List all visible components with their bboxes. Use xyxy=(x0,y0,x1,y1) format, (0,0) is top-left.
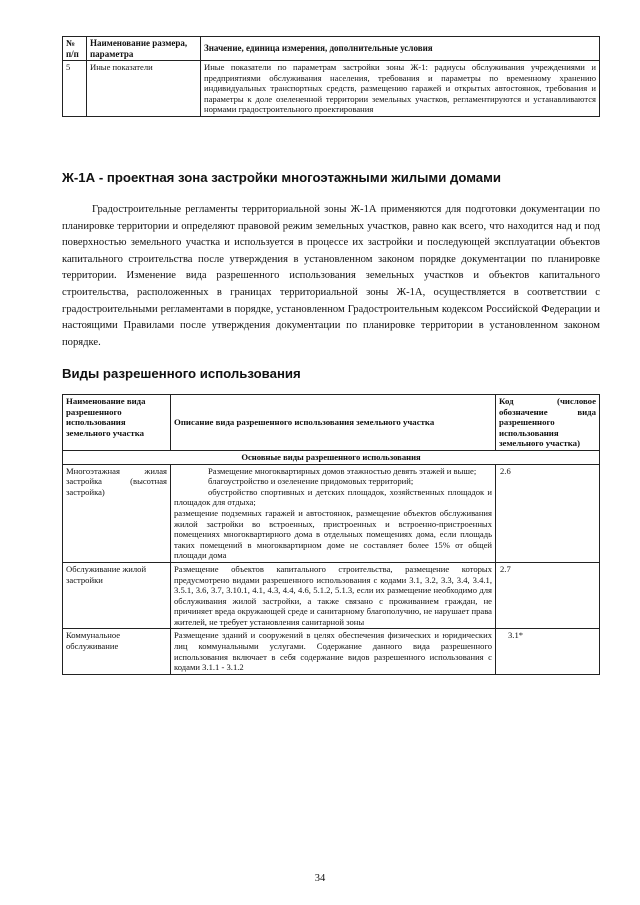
header-param-name: Наименование размера, параметра xyxy=(87,37,201,61)
zone-paragraph: Градостроительные регламенты территориальной зоны Ж-1А применяются для подготовки документации по планировке территории и определяют правовой режим земельных участков, равно как всего, что находится над и под поверхностью земельного участка и используется в процессе их застройки и последующей эксплуатации объектов капитального строительства после утверждения в установленном законом порядке документации по планировке территории. Изменение вида разрешенного использования земельных участков и объектов капитального строительства, расположенных в границах территориальной зоны Ж-1А, осуществляется в соответствии с градостроительными регламентами в порядке, установленном Градостроительным кодексом Российской Федерации и настоящими Правилами после утверждения документации по планировке территории в установленном законом порядке. xyxy=(62,204,600,348)
row-num: 5 xyxy=(63,61,87,117)
header-use-desc: Описание вида разрешенного использования земельного участка xyxy=(171,395,496,451)
uses-table xyxy=(62,394,600,675)
use-code: 2.6 xyxy=(496,464,600,562)
page-number: 34 xyxy=(314,873,326,884)
zone-heading: Ж-1А - проектная зона застройки многоэтажными жилыми домами xyxy=(62,170,501,185)
uses-table-header xyxy=(63,395,600,451)
header-use-code: Код (числовое обозначение вида разрешенного использования земельного участка) xyxy=(496,395,600,451)
desc-line: Размещение многоквартирных домов этажностью девять этажей и выше; xyxy=(208,465,477,476)
row-param-name: Иные показатели xyxy=(87,61,201,117)
header-value: Значение, единица измерения, дополнительные условия xyxy=(201,37,600,61)
desc-line: благоустройство и озеленение придомовых территорий; xyxy=(208,476,414,487)
category-label: Основные виды разрешенного использования xyxy=(63,450,600,464)
parameters-table xyxy=(62,36,600,117)
parameters-table-header xyxy=(63,37,600,61)
use-name: Многоэтажная жилая застройка (высотная застройка) xyxy=(63,464,171,562)
use-name: Коммунальное обслуживание xyxy=(63,629,171,674)
desc-line: обустройство спортивных и детских площадок, хозяйственных площадок и площадок для отдыха; xyxy=(174,486,492,508)
use-desc xyxy=(171,464,496,562)
category-row xyxy=(63,450,600,464)
use-code: 3.1* xyxy=(496,629,600,674)
desc-line: размещение подземных гаражей и автостоянок, размещение объектов обслуживания жилой застройки во встроенных, пристроенных и встроенно-пристроенных помещениях многоквартирного дома в отдельных помещениях дома, если площадь таких помещений в многоквартирном доме не составляет более 15% от общей площади дома xyxy=(174,507,492,561)
uses-heading: Виды разрешенного использования xyxy=(62,366,301,381)
use-desc: Размещение объектов капитального строительства, размещение которых предусмотрено видами разрешенного использования с кодами 3.1, 3.2, 3.3, 3.4, 3.4.1, 3.5.1, 3.6, 3.7, 3.10.1, 4.1, 4.3, 4.4, 4.6, 5.1.2, 5.1.3, если их размещение необходимо для обслуживания жилой застройки, а также связано с проживанием граждан, не причиняет вреда окружающей среде и санитарному благополучию, не нарушает права жителей, не требует установления санитарной зоны xyxy=(171,562,496,629)
table-row xyxy=(63,464,600,562)
table-row xyxy=(63,629,600,674)
table-row xyxy=(63,562,600,629)
header-num: № п/п xyxy=(63,37,87,61)
use-name: Обслуживание жилой застройки xyxy=(63,562,171,629)
header-use-name: Наименование вида разрешенного использования земельного участка xyxy=(63,395,171,451)
use-desc: Размещение зданий и сооружений в целях обеспечения физических и юридических лиц коммунальными услугами. Содержание данного вида разрешенного использования включает в себя содержание видов разрешенного использования с кодами 3.1.1 - 3.1.2 xyxy=(171,629,496,674)
use-code: 2.7 xyxy=(496,562,600,629)
table-row xyxy=(63,61,600,117)
row-value: Иные показатели по параметрам застройки зоны Ж-1: радиусы обслуживания учреждениями и предприятиями обслуживания населения, требования и параметры по временному хранению индивидуальных транспортных средств, размещению гаражей и открытых автостоянок, требования и параметры к доле озелененной территории земельных участков, регламентируются и устанавливаются нормами градостроительного проектирования xyxy=(201,61,600,117)
document-page xyxy=(62,36,600,673)
